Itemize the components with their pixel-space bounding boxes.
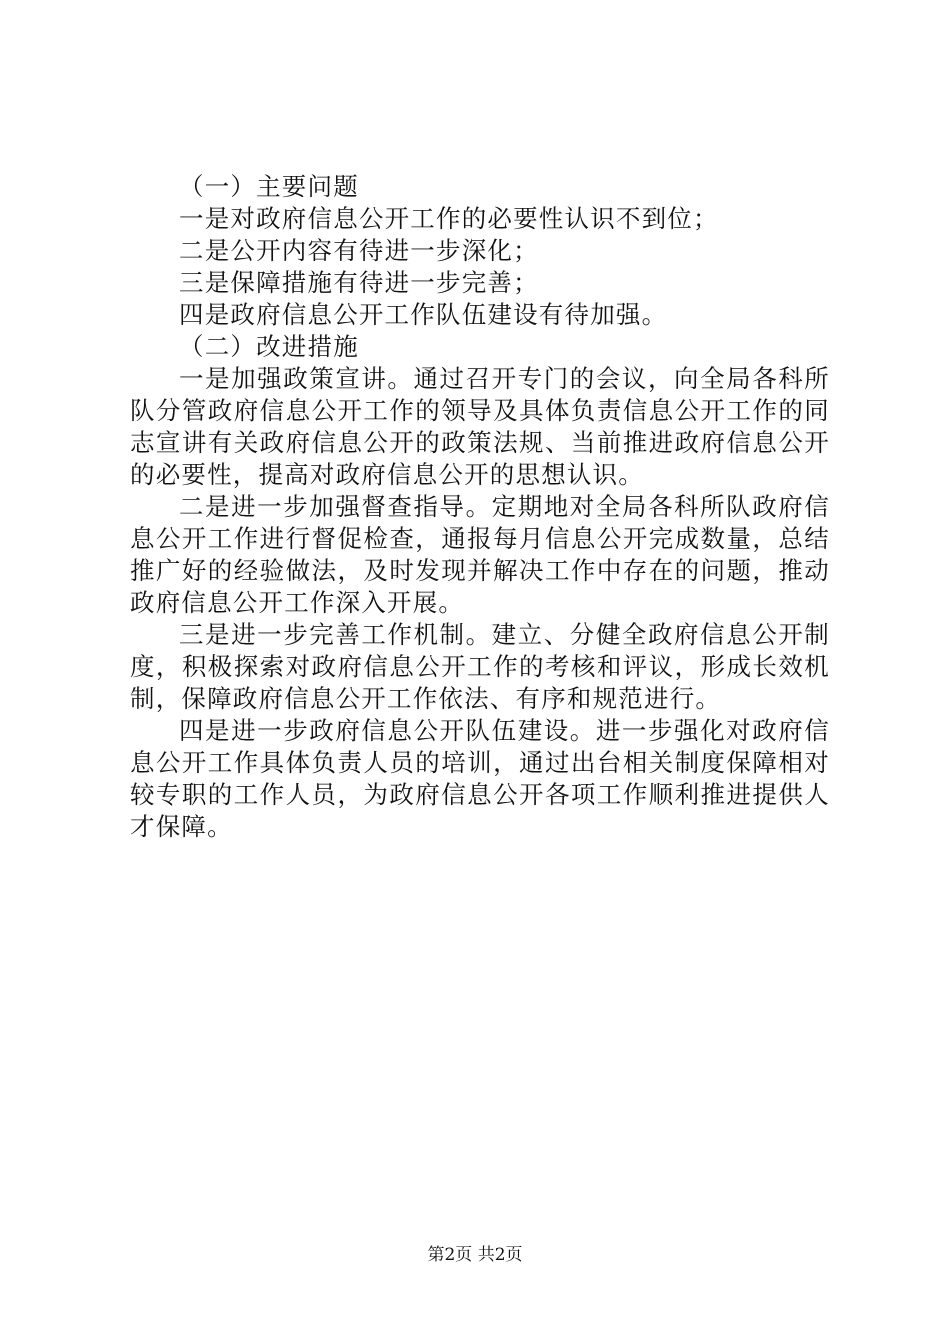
problem-item-2: 二是公开内容有待进一步深化； — [179, 236, 539, 265]
measure-paragraph-4: 四是进一步政府信息公开队伍建设。进一步强化对政府信息公开工作具体负责人员的培训，通过出台相关制度保障相对较专职的工作人员，为政府信息公开各项工作顺利推进提供人才保障。 — [130, 716, 830, 841]
problem-item-4: 四是政府信息公开工作队伍建设有待加强。 — [179, 300, 668, 329]
document-body — [130, 171, 830, 843]
problem-item-3: 三是保障措施有待进一步完善； — [179, 268, 539, 297]
measure-paragraph-3: 三是进一步完善工作机制。建立、分健全政府信息公开制度，积极探索对政府信息公开工作的考核和评议，形成长效机制，保障政府信息公开工作依法、有序和规范进行。 — [130, 620, 830, 713]
section-heading-problems: （一）主要问题 — [179, 172, 359, 201]
problem-item-1: 一是对政府信息公开工作的必要性认识不到位； — [179, 204, 719, 233]
section-heading-measures: （二）改进措施 — [179, 332, 359, 361]
page-number-footer: 第2页 共2页 — [427, 1245, 523, 1265]
measure-paragraph-2: 二是进一步加强督查指导。定期地对全局各科所队政府信息公开工作进行督促检查，通报每月信息公开完成数量，总结推广好的经验做法，及时发现并解决工作中存在的问题，推动政府信息公开工作深入开展。 — [130, 492, 830, 617]
measure-paragraph-1: 一是加强政策宣讲。通过召开专门的会议，向全局各科所队分管政府信息公开工作的领导及具体负责信息公开工作的同志宣讲有关政府信息公开的政策法规、当前推进政府信息公开的必要性，提高对政府信息公开的思想认识。 — [130, 364, 830, 489]
